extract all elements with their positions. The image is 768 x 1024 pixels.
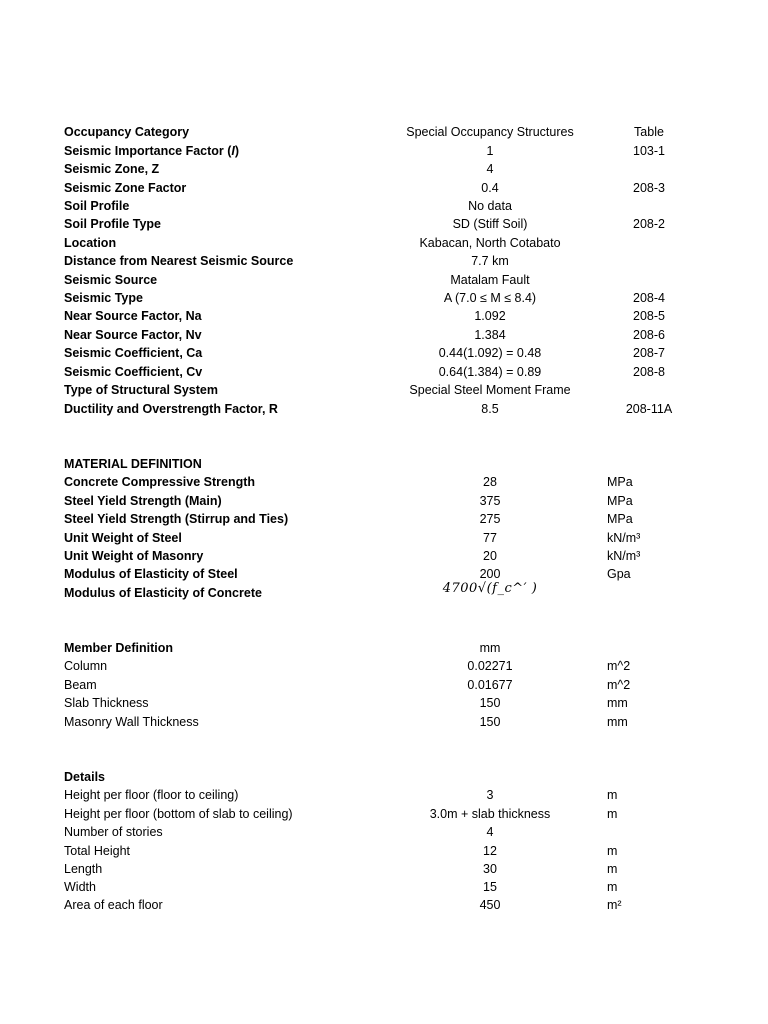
row-label: Type of Structural System <box>64 383 218 397</box>
member-row <box>0 694 768 712</box>
row-reference: Table <box>634 125 664 139</box>
row-value: 150 <box>479 696 501 710</box>
seismic-row <box>0 307 768 325</box>
row-reference: 208-4 <box>633 291 665 305</box>
row-value: 375 <box>479 494 501 508</box>
row-value: 8.5 <box>481 402 499 416</box>
row-label: Seismic Importance Factor (I) <box>64 144 240 158</box>
row-value: 77 <box>483 531 497 545</box>
concrete-modulus-formula: 4700√(f_c^′ ) <box>442 581 538 596</box>
row-reference: 208-3 <box>633 181 665 195</box>
row-label: Steel Yield Strength (Main) <box>64 494 222 508</box>
row-value: 275 <box>479 512 501 526</box>
row-value: 30 <box>483 862 497 876</box>
row-value: 0.64(1.384) = 0.89 <box>438 365 542 379</box>
row-value: 0.4 <box>481 181 499 195</box>
row-reference: 208-6 <box>633 328 665 342</box>
row-value: A (7.0 ≤ M ≤ 8.4) <box>443 291 537 305</box>
row-value: 450 <box>479 898 501 912</box>
seismic-row <box>0 160 768 178</box>
seismic-row <box>0 123 768 141</box>
section-title: MATERIAL DEFINITION <box>64 457 202 471</box>
row-value: 0.02271 <box>467 659 513 673</box>
row-label: Soil Profile <box>64 199 130 213</box>
row-unit: MPa <box>607 512 633 526</box>
row-label: Beam <box>64 678 97 692</box>
row-value: 20 <box>483 549 497 563</box>
section-title: Member Definition <box>64 641 174 655</box>
row-label: Modulus of Elasticity of Concrete <box>64 586 262 600</box>
row-value: 7.7 km <box>471 254 509 268</box>
material-row <box>0 473 768 491</box>
details-row <box>0 878 768 896</box>
row-label: Steel Yield Strength (Stirrup and Ties) <box>64 512 289 526</box>
row-label: Modulus of Elasticity of Steel <box>64 567 238 581</box>
row-label: Seismic Type <box>64 291 143 305</box>
row-reference: 208-8 <box>633 365 665 379</box>
row-reference: 208-7 <box>633 346 665 360</box>
row-value: Special Steel Moment Frame <box>409 383 571 397</box>
row-value: 1 <box>486 144 494 158</box>
row-unit: MPa <box>607 494 633 508</box>
row-label: Masonry Wall Thickness <box>64 715 199 729</box>
seismic-row <box>0 197 768 215</box>
row-label: Unit Weight of Steel <box>64 531 182 545</box>
details-row <box>0 860 768 878</box>
row-reference: 103-1 <box>633 144 665 158</box>
material-row <box>0 510 768 528</box>
row-unit: m <box>607 844 618 858</box>
seismic-row <box>0 179 768 197</box>
row-value: 0.01677 <box>467 678 513 692</box>
row-unit: m <box>607 788 618 802</box>
row-label: Seismic Zone Factor <box>64 181 187 195</box>
details-row <box>0 842 768 860</box>
row-unit: m <box>607 880 618 894</box>
material-row <box>0 529 768 547</box>
section-header <box>0 768 768 786</box>
seismic-row <box>0 363 768 381</box>
row-label: Seismic Zone, Z <box>64 162 160 176</box>
row-label: Near Source Factor, Na <box>64 309 202 323</box>
row-label: Occupancy Category <box>64 125 190 139</box>
row-unit: m <box>607 862 618 876</box>
details-row <box>0 805 768 823</box>
seismic-row <box>0 271 768 289</box>
row-label: Slab Thickness <box>64 696 149 710</box>
row-unit: m^2 <box>607 678 631 692</box>
details-row <box>0 896 768 914</box>
row-value: Special Occupancy Structures <box>406 125 574 139</box>
section-title: Details <box>64 770 105 784</box>
row-label: Near Source Factor, Nv <box>64 328 202 342</box>
row-label: Ductility and Overstrength Factor, R <box>64 402 278 416</box>
member-row <box>0 676 768 694</box>
row-label: Seismic Coefficient, Cv <box>64 365 203 379</box>
row-reference: 208-11A <box>625 402 673 416</box>
row-label: Unit Weight of Masonry <box>64 549 204 563</box>
row-reference: 208-2 <box>633 217 665 231</box>
row-unit: kN/m³ <box>607 549 641 563</box>
member-row <box>0 713 768 731</box>
row-unit: MPa <box>607 475 633 489</box>
row-unit: mm <box>607 696 628 710</box>
row-label: Column <box>64 659 108 673</box>
row-label: Total Height <box>64 844 131 858</box>
row-value: 200 <box>479 567 501 581</box>
details-row <box>0 786 768 804</box>
row-value: 4 <box>486 162 494 176</box>
row-value: Kabacan, North Cotabato <box>419 236 561 250</box>
row-value: 15 <box>483 880 497 894</box>
row-value: 28 <box>483 475 497 489</box>
row-label: Height per floor (floor to ceiling) <box>64 788 239 802</box>
row-label: Height per floor (bottom of slab to ceiling) <box>64 807 293 821</box>
row-unit: m <box>607 807 618 821</box>
material-row <box>0 547 768 565</box>
member-row <box>0 657 768 675</box>
row-value: 1.384 <box>474 328 506 342</box>
row-label: Location <box>64 236 117 250</box>
row-label: Concrete Compressive Strength <box>64 475 256 489</box>
row-label: Soil Profile Type <box>64 217 162 231</box>
seismic-row <box>0 344 768 362</box>
row-label: Seismic Source <box>64 273 158 287</box>
seismic-row <box>0 142 768 160</box>
seismic-row <box>0 289 768 307</box>
seismic-row <box>0 215 768 233</box>
material-row <box>0 492 768 510</box>
seismic-row <box>0 252 768 270</box>
row-value: No data <box>468 199 512 213</box>
row-value: 4 <box>486 825 494 839</box>
row-value: 3.0m + slab thickness <box>429 807 551 821</box>
section-header <box>0 639 768 657</box>
row-unit: mm <box>607 715 628 729</box>
section-header <box>0 455 768 473</box>
row-value: 150 <box>479 715 501 729</box>
row-reference: 208-5 <box>633 309 665 323</box>
row-unit: Gpa <box>607 567 631 581</box>
row-label: Width <box>64 880 96 894</box>
seismic-row <box>0 234 768 252</box>
row-unit: m^2 <box>607 659 631 673</box>
row-label: Area of each floor <box>64 898 163 912</box>
material-row <box>0 581 768 602</box>
row-value: 0.44(1.092) = 0.48 <box>438 346 542 360</box>
row-unit: kN/m³ <box>607 531 641 545</box>
row-unit: m² <box>607 898 622 912</box>
row-value: 1.092 <box>474 309 506 323</box>
section-unit: mm <box>479 641 501 655</box>
seismic-row <box>0 326 768 344</box>
details-row <box>0 823 768 841</box>
seismic-row <box>0 381 768 399</box>
seismic-row <box>0 400 768 418</box>
row-value: 3 <box>486 788 494 802</box>
row-label: Length <box>64 862 103 876</box>
row-label: Seismic Coefficient, Ca <box>64 346 203 360</box>
row-value: SD (Stiff Soil) <box>452 217 528 231</box>
row-value: 12 <box>483 844 497 858</box>
row-label: Distance from Nearest Seismic Source <box>64 254 294 268</box>
row-label: Number of stories <box>64 825 163 839</box>
row-value: Matalam Fault <box>450 273 530 287</box>
